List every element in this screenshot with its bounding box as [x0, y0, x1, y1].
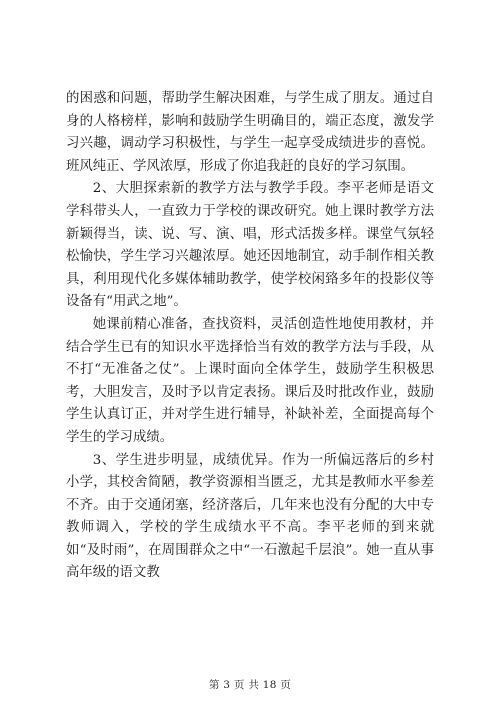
paragraph-2: 2、大胆探索新的教学方法与教学手段。李平老师是语文学科带头人，一直致力于学校的课改研究。她上课时教学方法新颖得当，读、说、写、演、唱，形式活拨多样。课堂气氛轻松愉快，学生学习兴趣浓厚。她还因地制宜，动手制作相关教具，利用现代化多媒体辅助教学，使学校闲臵多年的投影仪等设备有“用武之地”。	[66, 181, 434, 310]
paragraph-3: 她课前精心准备，查找资料，灵活创造性地使用教材，并结合学生已有的知识水平选择恰当有效的教学方法与手段，从不打“无准备之仗”。上课时面向全体学生，鼓励学生积极思考，大胆发言，及时予以肯定表扬。课后及时批改作业，鼓励学生认真订正，并对学生进行辅导，补缺补差，全面提高每个学生的学习成绩。	[66, 316, 434, 445]
page-number-footer: 第 3 页 共 18 页	[208, 679, 292, 691]
body-text	[66, 88, 434, 585]
paragraph-1: 的困惑和问题，帮助学生解决困难，与学生成了朋友。通过自身的人格榜样，影响和鼓励学生明确目的，端正态度，激发学习兴趣，调动学习积极性，与学生一起享受成绩进步的喜悦。班风纯正、学风浓厚，形成了你追我赶的良好的学习氛围。	[66, 91, 434, 174]
paragraph-4: 3、学生进步明显，成绩优异。作为一所偏远落后的乡村小学，其校舍简陋，教学资源相当匮乏，尤其是教师水平参差不齐。由于交通闭塞，经济落后，几年来也没有分配的大中专教师调入，学校的学生成绩水平不高。李平老师的到来就如“及时雨”，在周围群众之中“一石激起千层浪”。她一直从事高年级的语文教	[66, 452, 434, 581]
